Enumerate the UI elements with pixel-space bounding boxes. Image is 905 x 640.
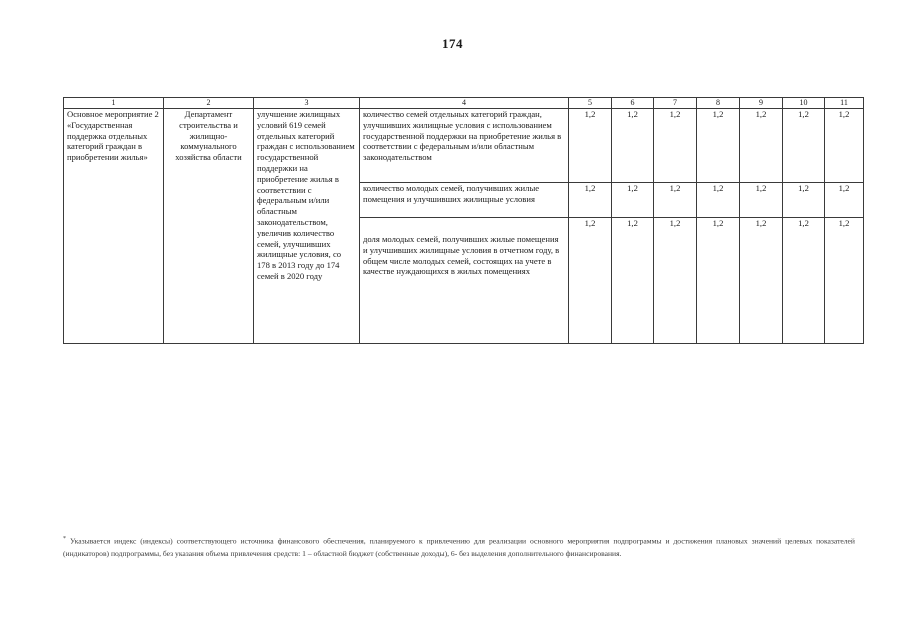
- table-header-row: [64, 98, 864, 109]
- footnote-text: Указывается индекс (индексы) соответствующего источника финансового обеспечения, планируемого к привлечению для реализации основного мероприятия подпрограммы и достижения плановых значений целевых показателей (индикаторов) подпрограммы, без указания объема привлечения средств: 1 – областной бюджет (собственные доходы), 6- без выделения дополнительного финансирования.: [63, 536, 855, 558]
- value-cell: 1,2: [740, 218, 783, 344]
- value-cell: 1,2: [740, 183, 783, 218]
- header-cell: 1: [64, 98, 164, 109]
- footnote: [63, 533, 855, 560]
- table-row: [64, 109, 864, 183]
- value-cell: 1,2: [654, 183, 697, 218]
- indicator-cell: количество семей отдельных категорий граждан, улучшивших жилищные условия с использованием государственной поддержки на приобретение жилья в соответствии с федеральным и/или областным законодательством: [360, 109, 569, 183]
- footnote-mark: *: [63, 536, 66, 542]
- header-cell: 11: [825, 98, 864, 109]
- result-cell: улучшение жилищных условий 619 семей отдельных категорий граждан с использованием государственной поддержки на приобретение жилья в соответствии с федеральным и/или областным законодательством, увеличив количество семей, улучшивших жилищные условия, со 178 в 2013 году до 174 семей в 2020 году: [254, 109, 360, 344]
- header-cell: 9: [740, 98, 783, 109]
- value-cell: 1,2: [569, 109, 612, 183]
- indicator-cell: доля молодых семей, получивших жилые помещения и улучшивших жилищные условия в отчетном году, в общем числе молодых семей, состоящих на учете в качестве нуждающихся в жилых помещениях: [360, 218, 569, 344]
- header-cell: 6: [612, 98, 654, 109]
- value-cell: 1,2: [740, 109, 783, 183]
- executor-cell: Департамент строительства и жилищно-коммунального хозяйства области: [164, 109, 254, 344]
- value-cell: 1,2: [612, 183, 654, 218]
- value-cell: 1,2: [612, 218, 654, 344]
- value-cell: 1,2: [569, 218, 612, 344]
- value-cell: 1,2: [697, 183, 740, 218]
- value-cell: 1,2: [612, 109, 654, 183]
- value-cell: 1,2: [783, 183, 825, 218]
- value-cell: 1,2: [825, 109, 864, 183]
- value-cell: 1,2: [783, 109, 825, 183]
- value-cell: 1,2: [569, 183, 612, 218]
- header-cell: 5: [569, 98, 612, 109]
- header-cell: 2: [164, 98, 254, 109]
- value-cell: 1,2: [825, 183, 864, 218]
- value-cell: 1,2: [783, 218, 825, 344]
- data-table: [63, 97, 864, 344]
- header-cell: 7: [654, 98, 697, 109]
- value-cell: 1,2: [654, 218, 697, 344]
- event-cell: Основное мероприятие 2 «Государственная поддержка отдельных категорий граждан в приобретении жилья»: [64, 109, 164, 344]
- value-cell: 1,2: [654, 109, 697, 183]
- header-cell: 10: [783, 98, 825, 109]
- value-cell: 1,2: [825, 218, 864, 344]
- value-cell: 1,2: [697, 218, 740, 344]
- header-cell: 3: [254, 98, 360, 109]
- page-number: 174: [442, 36, 463, 51]
- indicator-cell: количество молодых семей, получивших жилые помещения и улучшивших жилищные условия: [360, 183, 569, 218]
- header-cell: 8: [697, 98, 740, 109]
- value-cell: 1,2: [697, 109, 740, 183]
- header-cell: 4: [360, 98, 569, 109]
